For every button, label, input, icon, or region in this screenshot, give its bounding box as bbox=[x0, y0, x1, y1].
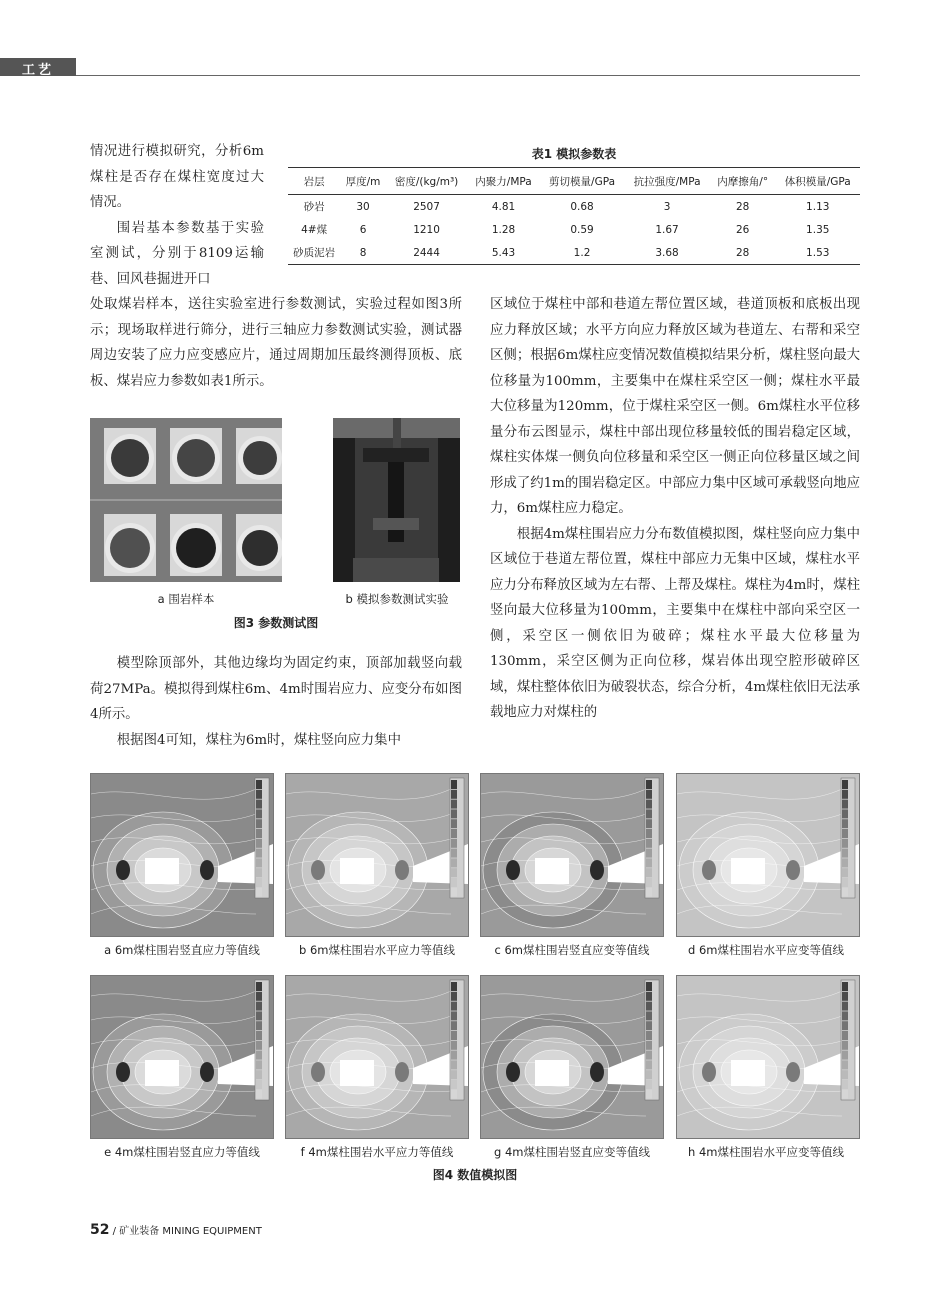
paragraph: 根据4m煤柱围岩应力分布数值模拟图，煤柱竖向应力集中区域位于巷道左帮位置，煤柱中部应力无集中区域，煤柱水平应力分布释放区域为左右帮、上帮及煤柱。煤柱为4m时，煤柱竖向最大位移量为100mm，主要集中在煤柱中部向采空区一侧，采空区一侧依旧为破碎；煤柱水平最大位移量为130mm，采空区侧为正向位移，煤岩体出现空腔形破碎区域，煤柱整体依旧为破裂状态，综合分析，4m煤柱依旧无法承载地应力对煤柱的 bbox=[490, 526, 860, 720]
left-text-block bbox=[90, 292, 462, 394]
cell: 6 bbox=[359, 223, 367, 236]
fig3-caption-a: a 围岩样本 bbox=[157, 592, 215, 606]
col-header: 密度/(kg/m³) bbox=[386, 168, 467, 195]
table-header-row bbox=[288, 168, 860, 195]
cell: 2507 bbox=[413, 200, 440, 213]
cell: 4.81 bbox=[491, 200, 516, 213]
cell: 1210 bbox=[413, 223, 440, 236]
paragraph: 模型除顶部外，其他边缘均为固定约束，顶部加载竖向载荷27MPa。模拟得到煤柱6m、4m时围岩应力、应变分布如图4所示。 bbox=[90, 656, 462, 722]
cell: 砂质泥岩 bbox=[288, 241, 340, 265]
fig4-caption-g: g 4m煤柱围岩竖直应变等值线 bbox=[494, 1145, 650, 1159]
cell: 1.35 bbox=[806, 223, 830, 236]
fig3-caption-b: b 模拟参数测试实验 bbox=[345, 592, 449, 606]
table-title: 表1 模拟参数表 bbox=[531, 147, 617, 161]
contour-plot-h bbox=[676, 975, 860, 1139]
fig4-caption-e: e 4m煤柱围岩竖直应力等值线 bbox=[104, 1145, 260, 1159]
fig3-title: 图3 参数测试图 bbox=[233, 616, 319, 630]
paragraph: 情况进行模拟研究，分析6m煤柱是否存在煤柱宽度过大情况。 bbox=[90, 144, 264, 210]
paragraph: 区域位于煤柱中部和巷道左帮位置区域，巷道顶板和底板出现应力释放区域；水平方向应力释放区域为巷道左、右帮和采空区侧；根据6m煤柱应变情况数值模拟结果分析，煤柱竖向最大位移量为100mm，主要集中在煤柱采空区一侧；煤柱水平最大位移量为120mm，位于煤柱采空区一侧。6m煤柱水平位移量分布云图显示，煤柱中部出现位移量较低的围岩稳定区域，煤柱实体煤一侧负向位移量和采空区一侧正向位移量区域之间形成了约1m的围岩稳定区。中部应力集中区域可承载竖向地应力，6m煤柱应力稳定。 bbox=[490, 297, 860, 516]
fig4-caption-c: c 6m煤柱围岩竖直应变等值线 bbox=[494, 943, 650, 957]
header-rule bbox=[76, 75, 860, 76]
table-1 bbox=[288, 145, 860, 265]
cell: 0.68 bbox=[570, 200, 594, 213]
fig4-caption-a: a 6m煤柱围岩竖直应力等值线 bbox=[104, 943, 260, 957]
cell: 8 bbox=[340, 241, 386, 265]
cell: 1.13 bbox=[806, 200, 830, 213]
param-table bbox=[288, 167, 860, 265]
test-machine-photo bbox=[333, 418, 460, 582]
cell: 2444 bbox=[386, 241, 467, 265]
cell: 30 bbox=[356, 200, 370, 213]
col-header: 抗拉强度/MPa bbox=[624, 168, 710, 195]
section-label: 工艺 bbox=[21, 63, 54, 78]
col-header: 内摩擦角/° bbox=[710, 168, 776, 195]
paragraph: 根据图4可知，煤柱为6m时，煤柱竖向应力集中 bbox=[116, 732, 401, 748]
cell: 1.28 bbox=[491, 223, 516, 236]
right-text-block bbox=[490, 292, 860, 726]
cell: 1.67 bbox=[655, 223, 679, 236]
section-tab bbox=[0, 58, 76, 76]
cell: 0.59 bbox=[570, 223, 594, 236]
cell: 28 bbox=[710, 241, 776, 265]
contour-plot-b bbox=[285, 773, 469, 937]
left-top-text-block bbox=[90, 139, 264, 292]
contour-plot-c bbox=[480, 773, 664, 937]
col-header: 岩层 bbox=[288, 168, 340, 195]
rock-samples-photo bbox=[90, 418, 282, 582]
table-row bbox=[288, 195, 860, 219]
journal-name: / 矿业装备 MINING EQUIPMENT bbox=[112, 1226, 262, 1237]
paragraph: 围岩基本参数基于实验室测试，分别于8109运输巷、回风巷掘进开口 bbox=[90, 220, 264, 287]
paragraph: 处取煤岩样本，送往实验室进行参数测试，实验过程如图3所示；现场取样进行筛分，进行三轴应力参数测试实验，测试器周边安装了应力应变感应片，通过周期加压最终测得顶板、底板、煤岩应力参数如表1所示。 bbox=[90, 297, 462, 389]
table-row bbox=[288, 241, 860, 265]
fig4-caption-h: h 4m煤柱围岩水平应变等值线 bbox=[688, 1145, 844, 1159]
cell: 1.53 bbox=[775, 241, 860, 265]
cell: 砂岩 bbox=[303, 201, 325, 213]
col-header: 剪切模量/GPa bbox=[540, 168, 624, 195]
cell: 5.43 bbox=[467, 241, 540, 265]
page-footer bbox=[90, 1222, 262, 1238]
fig4-caption-b: b 6m煤柱围岩水平应力等值线 bbox=[299, 943, 455, 957]
table-row bbox=[288, 218, 860, 241]
cell: 3 bbox=[663, 200, 671, 213]
fig4-caption-f: f 4m煤柱围岩水平应力等值线 bbox=[300, 1145, 454, 1159]
contour-plot-a bbox=[90, 773, 274, 937]
fig4-caption-d: d 6m煤柱围岩水平应变等值线 bbox=[688, 943, 844, 957]
col-header: 厚度/m bbox=[340, 168, 386, 195]
contour-plot-d bbox=[676, 773, 860, 937]
page-number: 52 bbox=[90, 1222, 110, 1238]
col-header: 内聚力/MPa bbox=[467, 168, 540, 195]
contour-plot-e bbox=[90, 975, 274, 1139]
contour-plot-f bbox=[285, 975, 469, 1139]
cell: 28 bbox=[735, 200, 750, 213]
cell: 1.2 bbox=[540, 241, 624, 265]
cell: 26 bbox=[735, 223, 750, 236]
cell: 3.68 bbox=[624, 241, 710, 265]
contour-plot-g bbox=[480, 975, 664, 1139]
cell: 4#煤 bbox=[301, 224, 328, 236]
col-header: 体积模量/GPa bbox=[775, 168, 860, 195]
fig4-title: 图4 数值模拟图 bbox=[432, 1168, 518, 1182]
left-bottom-text-block bbox=[90, 651, 462, 753]
